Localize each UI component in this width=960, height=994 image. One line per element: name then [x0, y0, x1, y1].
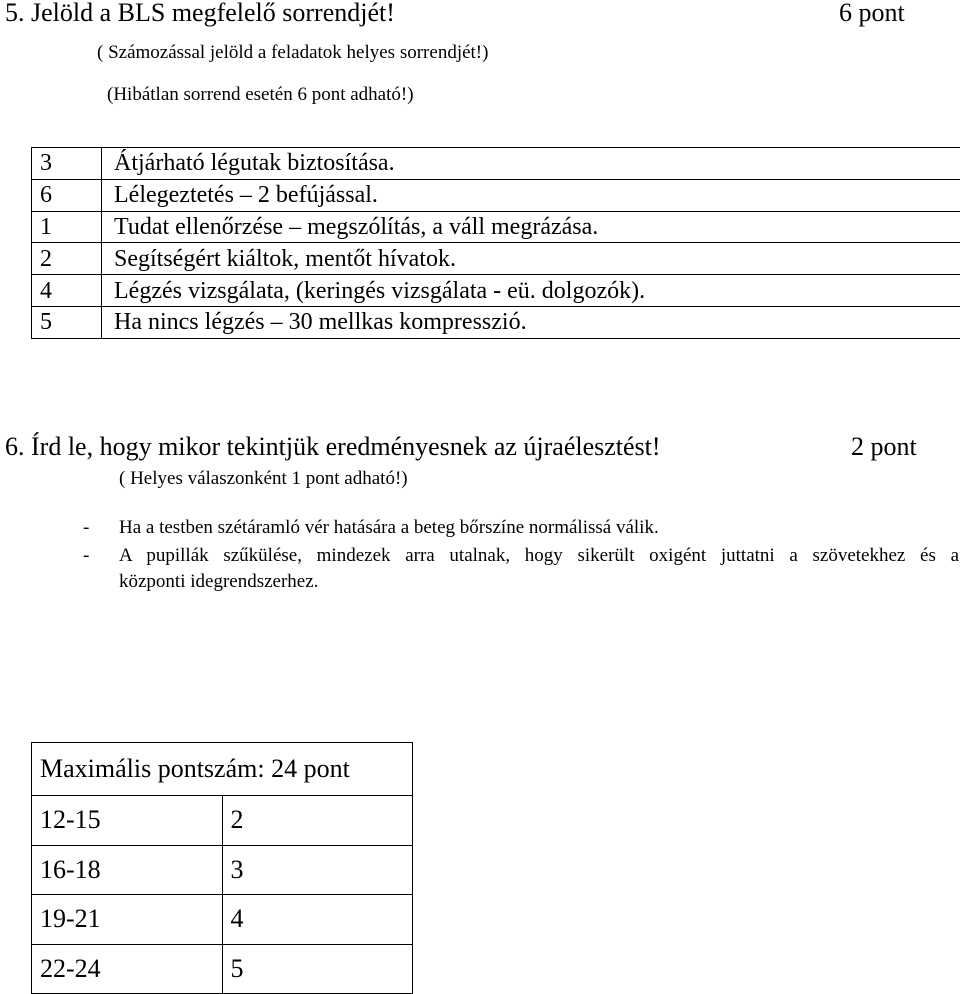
score-range: 12-15	[32, 796, 223, 846]
grade-value: 3	[222, 845, 413, 895]
table-row	[32, 275, 960, 307]
table-row	[32, 306, 960, 338]
task5-instruction: ( Számozással jelöld a feladatok helyes sorrendjét!)	[97, 42, 488, 64]
order-step: Átjárható légutak biztosítása.	[102, 148, 960, 180]
order-number: 2	[32, 243, 102, 275]
score-range: 22-24	[32, 944, 223, 994]
table-row	[32, 148, 960, 180]
order-number: 1	[32, 211, 102, 243]
bls-order-table	[31, 147, 960, 339]
grade-value: 5	[222, 944, 413, 994]
order-step: Lélegeztetés – 2 befújással.	[102, 179, 960, 211]
order-step: Ha nincs légzés – 30 mellkas kompresszió.	[102, 306, 960, 338]
order-number: 6	[32, 179, 102, 211]
order-number: 3	[32, 148, 102, 180]
order-step: Segítségért kiáltok, mentőt hívatok.	[102, 243, 960, 275]
task5-scoring-note: (Hibátlan sorrend esetén 6 pont adható!)	[107, 84, 414, 106]
max-score-header: Maximális pontszám: 24 pont	[32, 743, 413, 796]
table-row	[32, 179, 960, 211]
score-table-header-row	[32, 743, 413, 796]
table-row	[32, 211, 960, 243]
order-number: 4	[32, 275, 102, 307]
table-row	[32, 895, 413, 945]
answer-bullet: -	[83, 545, 89, 567]
table-row	[32, 243, 960, 275]
grade-value: 4	[222, 895, 413, 945]
score-table	[31, 742, 413, 994]
task6-scoring-note: ( Helyes válaszonként 1 pont adható!)	[119, 468, 408, 490]
order-step: Légzés vizsgálata, (keringés vizsgálata - eü. dolgozók).	[102, 275, 960, 307]
score-range: 16-18	[32, 845, 223, 895]
answer-text-continuation: központi idegrendszerhez.	[119, 571, 318, 593]
task6-points: 2 pont	[851, 432, 917, 462]
task6-title: 6. Írd le, hogy mikor tekintjük eredményesnek az újraélesztést!	[5, 432, 661, 462]
order-number: 5	[32, 306, 102, 338]
answer-bullet: -	[83, 517, 89, 539]
table-row	[32, 845, 413, 895]
grade-value: 2	[222, 796, 413, 846]
task5-title: 5. Jelöld a BLS megfelelő sorrendjét!	[5, 0, 395, 28]
answer-text: A pupillák szűkülése, mindezek arra utalnak, hogy sikerült oxigént juttatni a szövetekhez és a	[119, 545, 959, 567]
score-range: 19-21	[32, 895, 223, 945]
task5-points: 6 pont	[839, 0, 905, 28]
answer-text: Ha a testben szétáramló vér hatására a beteg bőrszíne normálissá válik.	[119, 517, 659, 539]
order-step: Tudat ellenőrzése – megszólítás, a váll megrázása.	[102, 211, 960, 243]
table-row	[32, 944, 413, 994]
table-row	[32, 796, 413, 846]
